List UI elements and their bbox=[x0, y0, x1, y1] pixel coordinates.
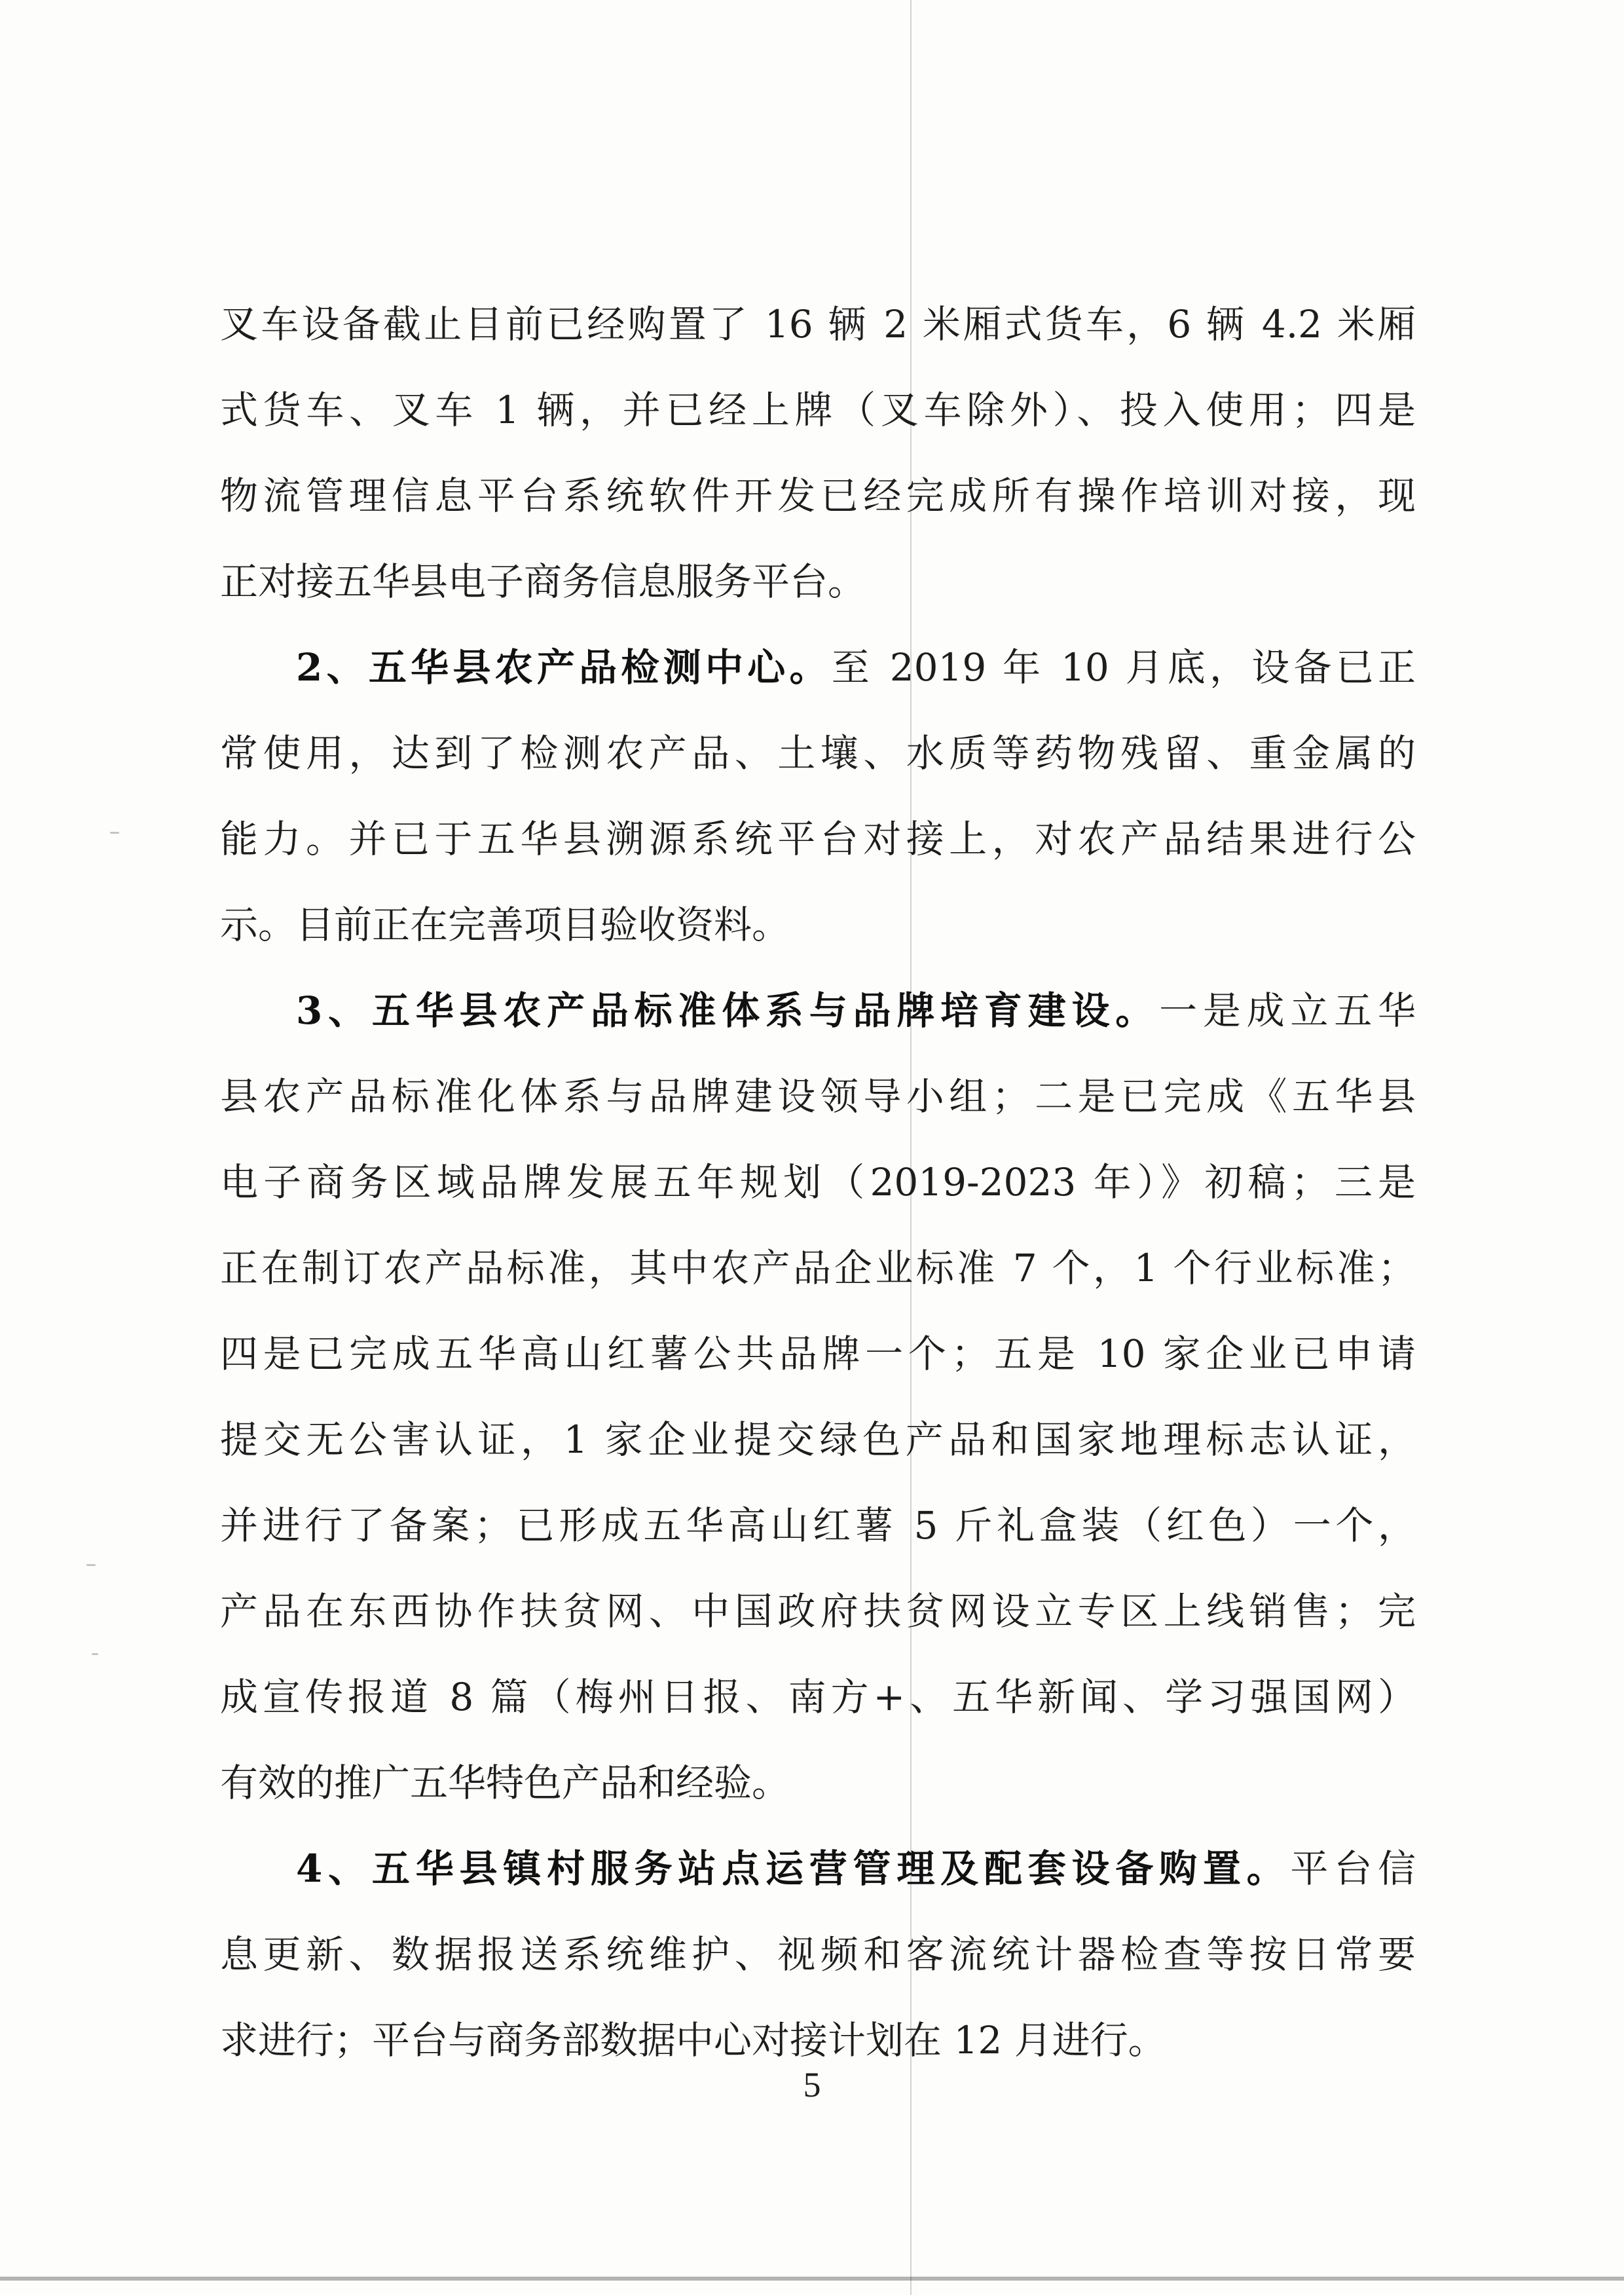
body-line: 叉车设备截止目前已经购置了 16 辆 2 米厢式货车，6 辆 4.2 米厢 bbox=[220, 302, 1416, 346]
page-number: 5 bbox=[803, 2065, 821, 2104]
scan-speck bbox=[92, 1653, 98, 1655]
body-text: 至 2019 年 10 月底，设备已正 bbox=[831, 645, 1416, 690]
body-line: 物流管理信息平台系统软件开发已经完成所有操作培训对接，现 bbox=[220, 474, 1416, 518]
body-line: 息更新、数据报送系统维护、视频和客流统计器检查等按日常要 bbox=[220, 1932, 1416, 1977]
document-body bbox=[220, 282, 1416, 2083]
body-line: 成宣传报道 8 篇（梅州日报、南方+、五华新闻、学习强国网） bbox=[220, 1675, 1416, 1719]
body-line: 求进行；平台与商务部数据中心对接计划在 12 月进行。 bbox=[220, 2018, 1166, 2062]
paragraph-first-line bbox=[220, 968, 1416, 1054]
body-line: 示。目前正在完善项目验收资料。 bbox=[220, 903, 790, 947]
paragraph-first-line bbox=[220, 1826, 1416, 1912]
body-line: 有效的推广五华特色产品和经验。 bbox=[220, 1761, 790, 1805]
body-text: 一是成立五华 bbox=[1159, 988, 1416, 1033]
body-line: 能力。并已于五华县溯源系统平台对接上，对农产品结果进行公 bbox=[220, 817, 1416, 861]
paragraph-first-line bbox=[220, 625, 1416, 711]
body-line: 县农产品标准化体系与品牌建设领导小组；二是已完成《五华县 bbox=[220, 1074, 1416, 1119]
body-line: 四是已完成五华高山红薯公共品牌一个；五是 10 家企业已申请 bbox=[220, 1332, 1416, 1376]
body-line: 电子商务区域品牌发展五年规划（2019-2023 年）》初稿；三是 bbox=[220, 1160, 1416, 1204]
body-line: 提交无公害认证，1 家企业提交绿色产品和国家地理标志认证， bbox=[220, 1417, 1416, 1462]
scan-bottom-edge bbox=[0, 2277, 1624, 2281]
section-heading: 4、五华县镇村服务站点运营管理及配套设备购置。 bbox=[296, 1846, 1291, 1891]
body-line: 正对接五华县电子商务信息服务平台。 bbox=[220, 559, 866, 604]
section-heading: 2、五华县农产品检测中心。 bbox=[296, 645, 832, 690]
scan-speck bbox=[86, 1564, 96, 1566]
body-line: 并进行了备案；已形成五华高山红薯 5 斤礼盒装（红色）一个， bbox=[220, 1503, 1416, 1548]
section-heading: 3、五华县农产品标准体系与品牌培育建设。 bbox=[296, 988, 1160, 1033]
body-line: 常使用，达到了检测农产品、土壤、水质等药物残留、重金属的 bbox=[220, 731, 1416, 775]
scan-speck bbox=[110, 832, 119, 834]
body-text: 平台信 bbox=[1290, 1846, 1416, 1891]
body-line: 式货车、叉车 1 辆，并已经上牌（叉车除外）、投入使用；四是 bbox=[220, 388, 1416, 432]
body-line: 产品在东西协作扶贫网、中国政府扶贫网设立专区上线销售；完 bbox=[220, 1589, 1416, 1633]
body-line: 正在制订农产品标准，其中农产品企业标准 7 个，1 个行业标准； bbox=[220, 1246, 1416, 1290]
